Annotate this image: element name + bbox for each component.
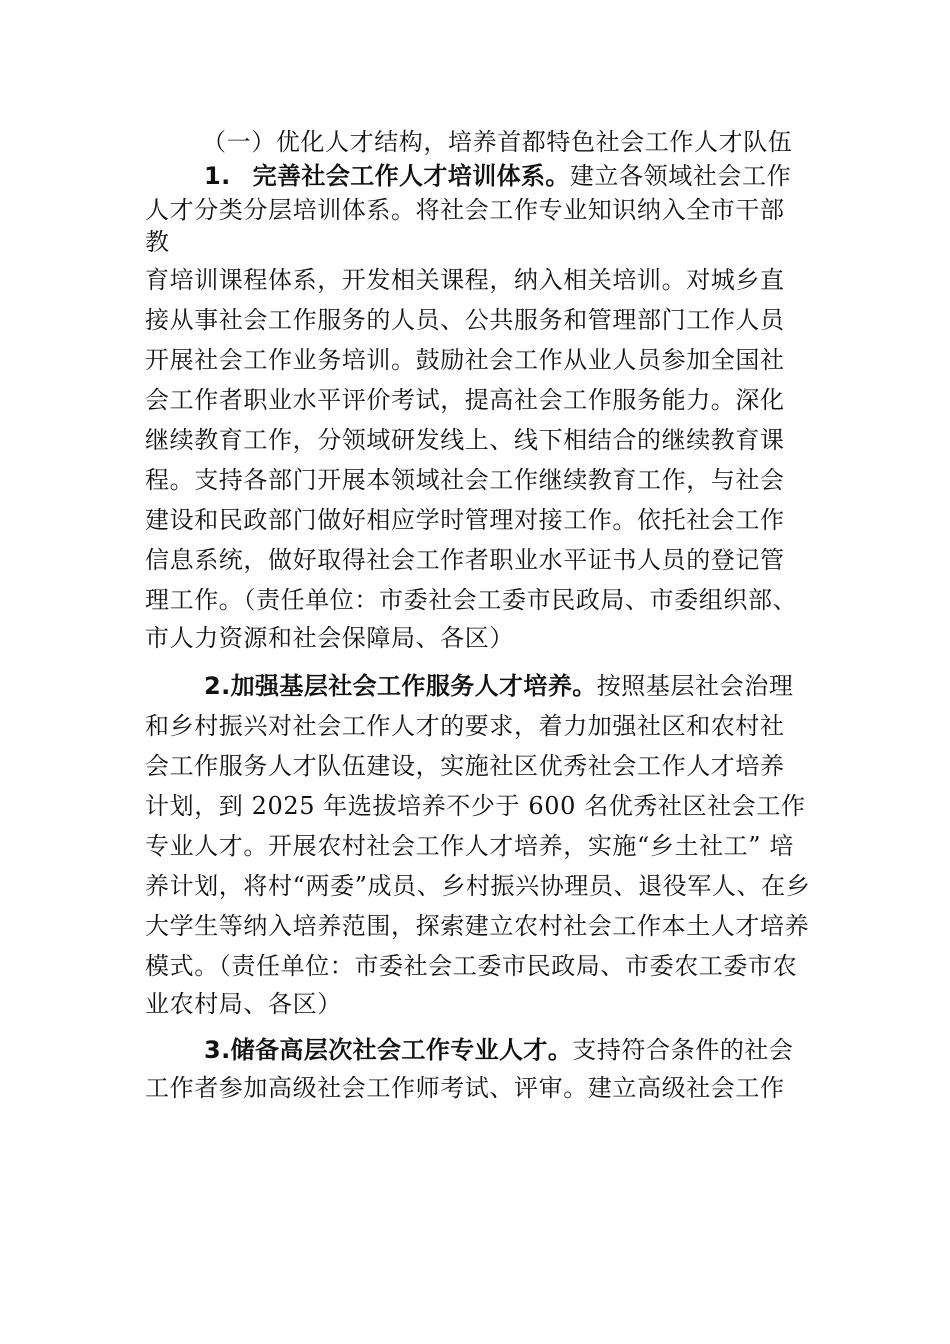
item1-line: 建立各领域社会工作 xyxy=(569,162,792,190)
item1-number: 1. xyxy=(204,162,231,190)
item3-line: 支持符合条件的社会 xyxy=(572,1036,794,1064)
item1-line: 开展社会工作业务培训。鼓励社会工作从业人员参加全国社 xyxy=(145,346,785,374)
item1-first-line xyxy=(204,160,884,192)
item1-line: 接从事社会工作服务的人员、公共服务和管理部门工作人员 xyxy=(145,306,785,334)
item2-line: 大学生等纳入培养范围，探索建立农村社会工作本土人才培养 xyxy=(145,912,810,940)
section-heading: （一）优化人才结构，培养首都特色社会工作人才队伍 xyxy=(202,128,793,156)
item2-first-line xyxy=(204,670,884,702)
item2-line: 和乡村振兴对社会工作人才的要求，着力加强社区和农村社 xyxy=(145,712,785,740)
item1-line: 人才分类分层培训体系。将社会工作专业知识纳入全市干部 xyxy=(145,196,785,224)
item1-line: 继续教育工作，分领域研发线上、线下相结合的继续教育课 xyxy=(145,426,785,454)
item1-line: 建设和民政部门做好相应学时管理对接工作。依托社会工作 xyxy=(145,506,785,534)
item1-line: 育培训课程体系，开发相关课程，纳入相关培训。对城乡直 xyxy=(145,266,785,294)
item1-line: 会工作者职业水平评价考试，提高社会工作服务能力。深化 xyxy=(145,386,785,414)
item2-title: 2.加强基层社会工作服务人才培养。 xyxy=(204,672,597,700)
item2-line: 专业人才。开展农村社会工作人才培养，实施“乡土社工” 培 xyxy=(145,832,794,860)
item2-line: 按照基层社会治理 xyxy=(596,672,794,700)
item2-line: 计划，到 2025 年选拔培养不少于 600 名优秀社区社会工作 xyxy=(145,792,806,820)
item2-line: 模式。（责任单位：市委社会工委市民政局、市委农工委市农 xyxy=(145,952,798,980)
item3-first-line xyxy=(204,1034,884,1066)
item1-line: 教 xyxy=(145,228,170,256)
item2-line: 会工作服务人才队伍建设，实施社区优秀社会工作人才培养 xyxy=(145,752,785,780)
item3-line: 工作者参加高级社会工作师考试、评审。建立高级社会工作 xyxy=(145,1074,785,1102)
item2-line: 养计划，将村“两委”成员、乡村振兴协理员、退役军人、在乡 xyxy=(145,872,811,900)
item2-line: 业农村局、各区） xyxy=(145,990,342,1018)
item3-title: 3.储备高层次社会工作专业人才。 xyxy=(204,1036,573,1064)
item1-line: 市人力资源和社会保障局、各区） xyxy=(145,624,514,652)
item1-line: 程。支持各部门开展本领域社会工作继续教育工作，与社会 xyxy=(145,466,785,494)
item1-title: 完善社会工作人才培训体系。 xyxy=(252,162,570,190)
item1-line: 理工作。（责任单位：市委社会工委市民政局、市委组织部、 xyxy=(145,586,798,614)
item1-line: 信息系统，做好取得社会工作者职业水平证书人员的登记管 xyxy=(145,546,785,574)
